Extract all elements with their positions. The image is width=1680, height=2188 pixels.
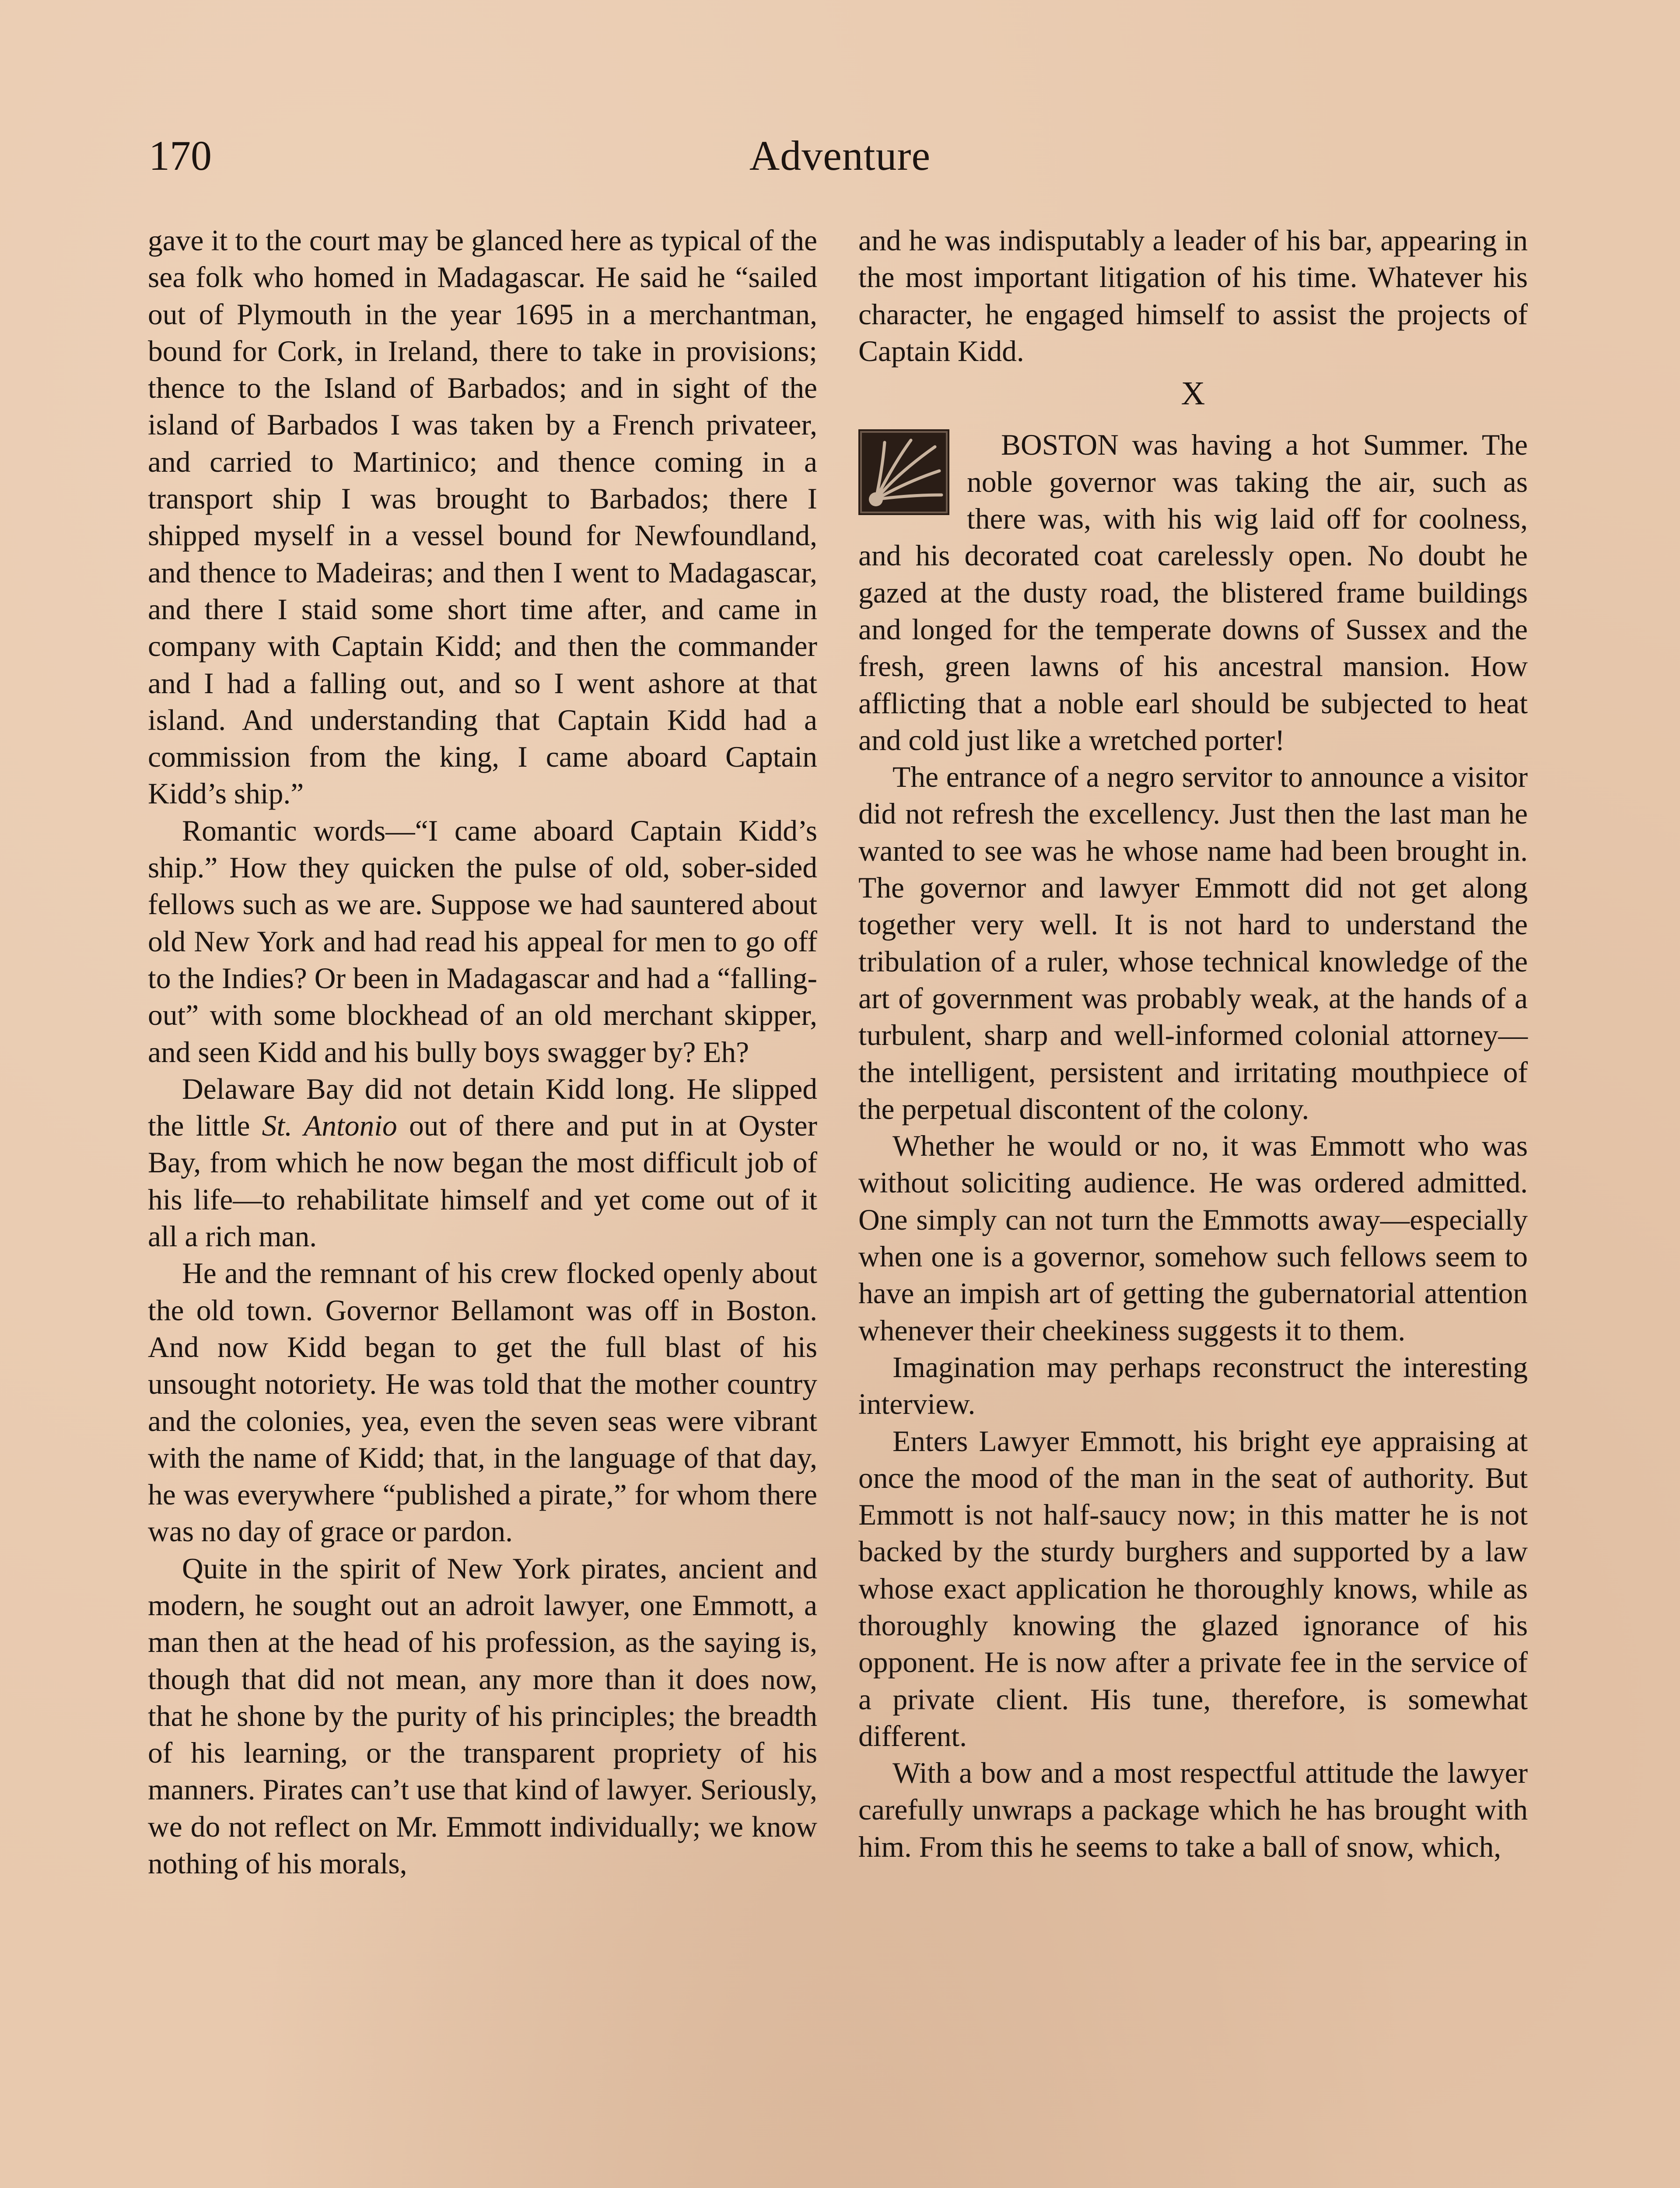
paragraph: The entrance of a negro servitor to announce a visitor did not refresh the excellency. Just then the last man he wanted to see was he whose name had been brought in. The governor and lawyer Emmott did not get along together very well. It is not hard to understand the tribulation of a ruler, whose technical knowledge of the art of government was probably weak, at the hands of a turbulent, sharp and well-informed colonial attorney—the intelligent, persistent and irritating mouthpiece of the perpetual discontent of the colony. — [858, 761, 1528, 1126]
paragraph-text: out of there and put in at Oyster Bay, from which he now began the most difficult job of his life—to rehabilitate himself and yet come out of it all a rich man. — [148, 1109, 817, 1253]
right-column — [858, 222, 1528, 1865]
paragraph — [148, 1071, 817, 1255]
left-column — [148, 222, 817, 1882]
running-title: Adventure — [749, 132, 931, 179]
page-header — [0, 131, 1680, 188]
section-heading: X — [1181, 375, 1205, 412]
paragraph: Whether he would or no, it was Emmott who was without soliciting audience. He was ordered admitted. One simply can not turn the Emmotts away—especially when one is a governor, somehow such fellows seem to have an impish art of getting the gubernatorial attention whenever their cheekiness suggests it to them. — [858, 1129, 1528, 1347]
ship-name: St. Antonio — [262, 1109, 397, 1143]
paragraph: gave it to the court may be glanced here as typical of the sea folk who homed in Madagascar. He said he “sailed out of Plymouth in the year 1695 in a merchantman, bound for Cork, in Ireland, there to take in provisions; thence to the Island of Barbados; and in sight of the island of Barbados I was taken by a French privateer, and carried to Martinico; and thence coming in a transport ship I was brought to Barbados; there I shipped myself in a vessel bound for Newfoundland, and thence to Madeiras; and then I went to Madagascar, and there I staid some short time after, and came in company with Captain Kidd; and then the commander and I had a falling out, and so I went ashore at that island. And understanding that Captain Kidd had a commission from the king, I came aboard Captain Kidd’s ship.” — [148, 224, 817, 810]
paragraph: Romantic words—“I came aboard Captain Kidd’s ship.” How they quicken the pulse of old, sober-sided fellows such as we are. Suppose we had sauntered about old New York and had read his appeal for men to go off to the Indies? Or been in Madagascar and had a “falling-out” with some blockhead of an old merchant skipper, and seen Kidd and his bully boys swagger by? Eh? — [148, 814, 817, 1069]
ornamental-dropcap-icon — [858, 429, 949, 515]
paragraph-text: Delaware Bay did not detain Kidd long. He slipped the little — [148, 1072, 817, 1143]
paragraph: Quite in the spirit of New York pirates, ancient and modern, he sought out an adroit lawyer, one Emmott, a man then at the head of his profession, as the saying is, though that did not mean, any more than it does now, that he shone by the purity of his principles; the breadth of his learning, or the transparent propriety of his manners. Pirates can’t use that kind of lawyer. Seriously, we do not reflect on Mr. Emmott individually; we know nothing of his morals, — [148, 1552, 817, 1880]
paragraph: Enters Lawyer Emmott, his bright eye appraising at once the mood of the man in the seat of authority. But Emmott is not half-saucy now; in this matter he is not backed by the sturdy burghers and supported by a law whose exact application he thoroughly knows, while as thoroughly knowing the glazed ignorance of his opponent. He is now after a private fee in the service of a private client. His tune, therefore, is somewhat different. — [858, 1424, 1528, 1753]
paragraph: He and the remnant of his crew flocked openly about the old town. Governor Bellamont was off in Boston. And now Kidd began to get the full blast of his unsought notoriety. He was told that the mother country and the colonies, yea, even the seven seas were vibrant with the name of Kidd; that, in the language of that day, he was everywhere “published a pirate,” for whom there was no day of grace or pardon. — [148, 1257, 817, 1548]
paragraph: Imagination may perhaps reconstruct the interesting interview. — [858, 1350, 1528, 1421]
page-number: 170 — [149, 132, 212, 179]
paragraph-text: BOSTON was having a hot Summer. The noble governor was taking the air, such as there was, with his wig laid off for coolness, and his decorated coat carelessly open. No doubt he gazed at the dusty road, the blistered frame buildings and longed for the temperate downs of Sussex and the fresh, green lawns of his ancestral mansion. How afflicting that a noble earl should be subjected to heat and cold just like a wretched porter! — [858, 428, 1528, 757]
paragraph: With a bow and a most respectful attitude the lawyer carefully unwraps a package which he has brought with him. From this he seems to take a ball of snow, which, — [858, 1757, 1528, 1863]
paragraph — [858, 427, 1528, 759]
paragraph: and he was indisputably a leader of his bar, appearing in the most important litigation of his time. Whatever his character, he engaged himself to assist the projects of Captain Kidd. — [858, 224, 1528, 368]
